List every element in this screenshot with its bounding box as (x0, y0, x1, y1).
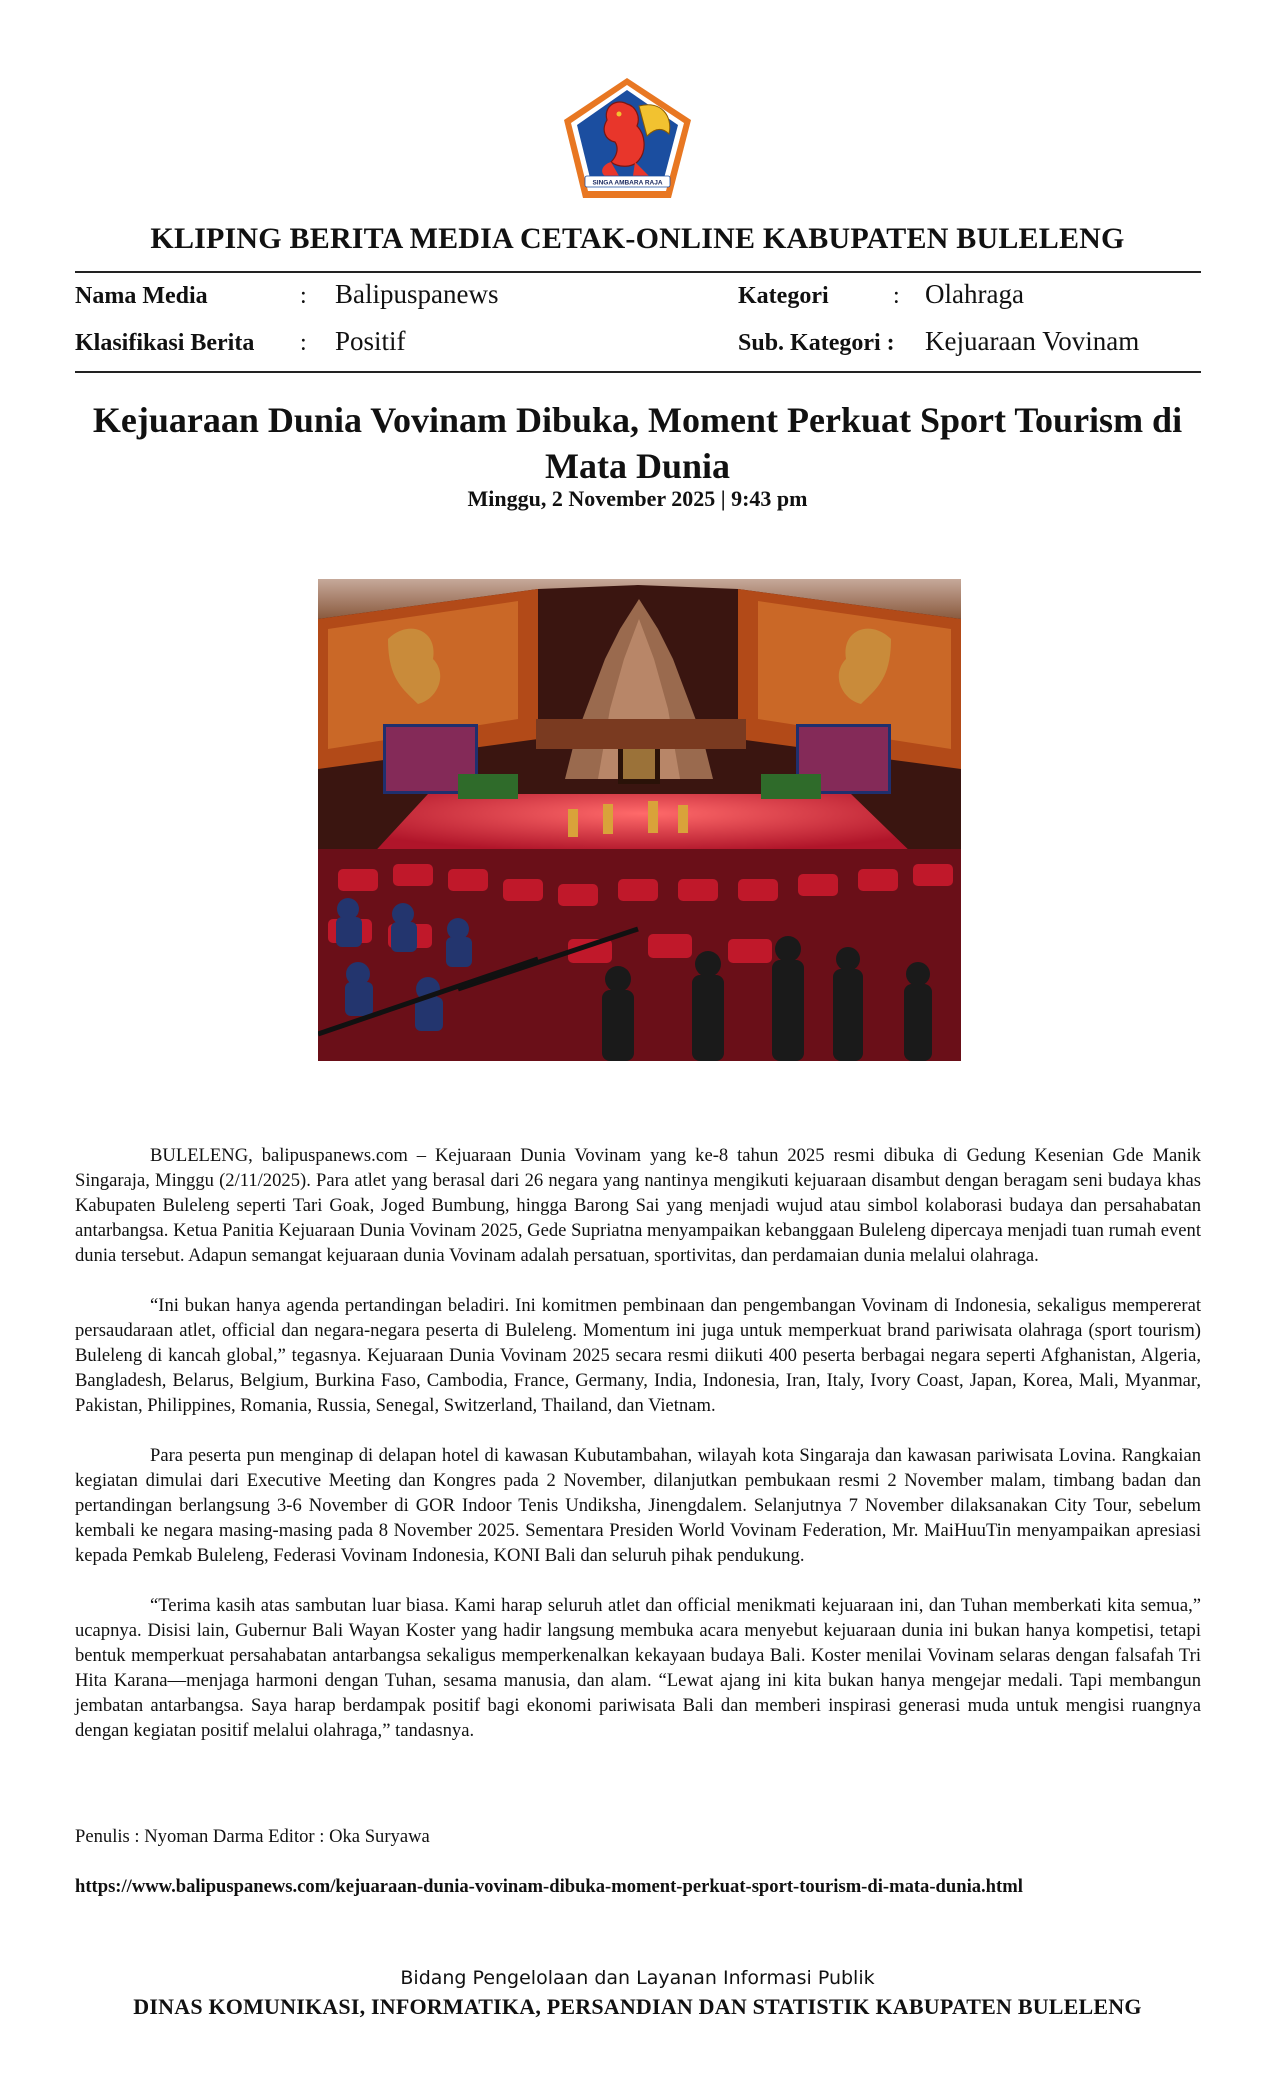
meta-subcategory-label: Sub. Kategori : (738, 330, 895, 356)
article-body (75, 1143, 1201, 1768)
meta-category-colon: : (893, 283, 900, 309)
meta-classification-value: Positif (335, 326, 406, 356)
article-photo (318, 579, 961, 1061)
footer-department: Bidang Pengelolaan dan Layanan Informasi Publik (400, 1967, 875, 1989)
article-title: Kejuaraan Dunia Vovinam Dibuka, Moment Perkuat Sport Tourism di Mata Dunia (92, 400, 1183, 486)
buleleng-logo (561, 76, 694, 200)
article-date: Minggu, 2 November 2025 | 9:43 pm (467, 486, 808, 511)
meta-subcategory-row (738, 326, 1139, 358)
article-paragraph-4: “Terima kasih atas sambutan luar biasa. Kami harap seluruh atlet dan official menikmati kejuaraan ini, dan Tuhan memberkati kita semua,” ucapnya. Disisi lain, Gubernur Bali Wayan Koster yang hadir langsung membuka acara menyebut kejuaraan dunia ini bukan hanya kompetisi, tetapi bentuk memperkuat persahabatan antarbangsa sekaligus memperkenalkan kekayaan budaya Bali. Koster menilai Vovinam selaras dengan falsafah Tri Hita Karana—menjaga harmoni dengan Tuhan, sesama manusia, dan alam. “Lewat ajang ini kita bukan hanya mengejar medali. Tapi membangun jembatan antarbangsa. Saya harap berdampak positif bagi ekonomi pariwisata Bali dan memberi inspirasi generasi muda untuk mengisi ruangnya dengan kegiatan positif melalui olahraga,” tandasnya. (75, 1595, 1201, 1741)
footer-agency: DINAS KOMUNIKASI, INFORMATIKA, PERSANDIAN DAN STATISTIK KABUPATEN BULELENG (133, 1994, 1142, 2019)
logo-motto: SINGA AMBARA RAJA (592, 179, 663, 187)
article-paragraph-3: Para peserta pun menginap di delapan hotel di kawasan Kubutambahan, wilayah kota Singaraja dan kawasan pariwisata Lovina. Rangkaian kegiatan dimulai dari Executive Meeting dan Kongres pada 2 November, dilanjutkan pembukaan resmi 2 November malam, timbang badan dan pertandingan berlangsung 3-6 November di GOR Indoor Tenis Undiksha, Jinengdalem. Selanjutnya 7 November dilaksanakan City Tour, sebelum kembali ke negara masing-masing pada 8 November 2025. Sementara Presiden World Vovinam Federation, Mr. MaiHuuTin menyampaikan apresiasi kepada Pemkab Buleleng, Federasi Vovinam Indonesia, KONI Bali dan seluruh pihak pendukung. (75, 1445, 1201, 1566)
article-source-link[interactable]: https://www.balipuspanews.com/kejuaraan-dunia-vovinam-dibuka-moment-perkuat-sport-tourism-di-mata-dunia.html (75, 1876, 1023, 1897)
article-paragraph-1: BULELENG, balipuspanews.com – Kejuaraan Dunia Vovinam yang ke-8 tahun 2025 resmi dibuka di Gedung Kesenian Gde Manik Singaraja, Minggu (2/11/2025). Para atlet yang berasal dari 26 negara yang nantinya mengikuti kejuaraan disambut dengan beragam seni budaya khas Kabupaten Buleleng seperti Tari Goak, Joged Bumbung, hingga Barong Sai yang menjadi wujud atau simbol kolaborasi budaya dan persahabatan antarbangsa. Ketua Panitia Kejuaraan Dunia Vovinam 2025, Gede Supriatna menyampaikan kebanggaan Buleleng dipercaya menjadi tuan rumah event dunia tersebut. Adapun semangat kejuaraan dunia Vovinam adalah persatuan, sportivitas, dan perdamaian dunia melalui olahraga. (75, 1145, 1201, 1266)
header-divider-bottom (75, 371, 1201, 373)
clipping-header-title: KLIPING BERITA MEDIA CETAK-ONLINE KABUPATEN BULELENG (150, 222, 1125, 255)
meta-media-colon: : (300, 283, 307, 309)
meta-media-row (75, 279, 498, 311)
article-paragraph-2: “Ini bukan hanya agenda pertandingan beladiri. Ini komitmen pembinaan dan pengembangan Vovinam di Indonesia, sekaligus mempererat persaudaraan atlet, official dan negara-negara peserta di Buleleng. Momentum ini juga untuk memperkuat brand pariwisata olahraga (sport tourism) Buleleng di kancah global,” tegasnya. Kejuaraan Dunia Vovinam 2025 secara resmi diikuti 400 peserta berbagai negara seperti Afghanistan, Algeria, Bangladesh, Belarus, Belgium, Burkina Faso, Cambodia, France, Germany, India, Indonesia, Iran, Italy, Ivory Coast, Japan, Korea, Mali, Myanmar, Pakistan, Philippines, Romania, Russia, Senegal, Switzerland, Thailand, dan Vietnam. (75, 1295, 1201, 1416)
meta-classification-label: Klasifikasi Berita (75, 330, 255, 356)
meta-media-value: Balipuspanews (335, 279, 499, 309)
header-divider-top (75, 271, 1201, 273)
meta-classification-colon: : (300, 330, 307, 356)
meta-classification-row (75, 326, 406, 358)
meta-category-label: Kategori (738, 283, 829, 309)
article-credits: Penulis : Nyoman Darma Editor : Oka Suryawa (75, 1826, 430, 1847)
meta-media-label: Nama Media (75, 283, 208, 309)
meta-category-value: Olahraga (925, 279, 1024, 309)
meta-category-row (738, 279, 1024, 311)
meta-subcategory-value: Kejuaraan Vovinam (925, 326, 1140, 356)
